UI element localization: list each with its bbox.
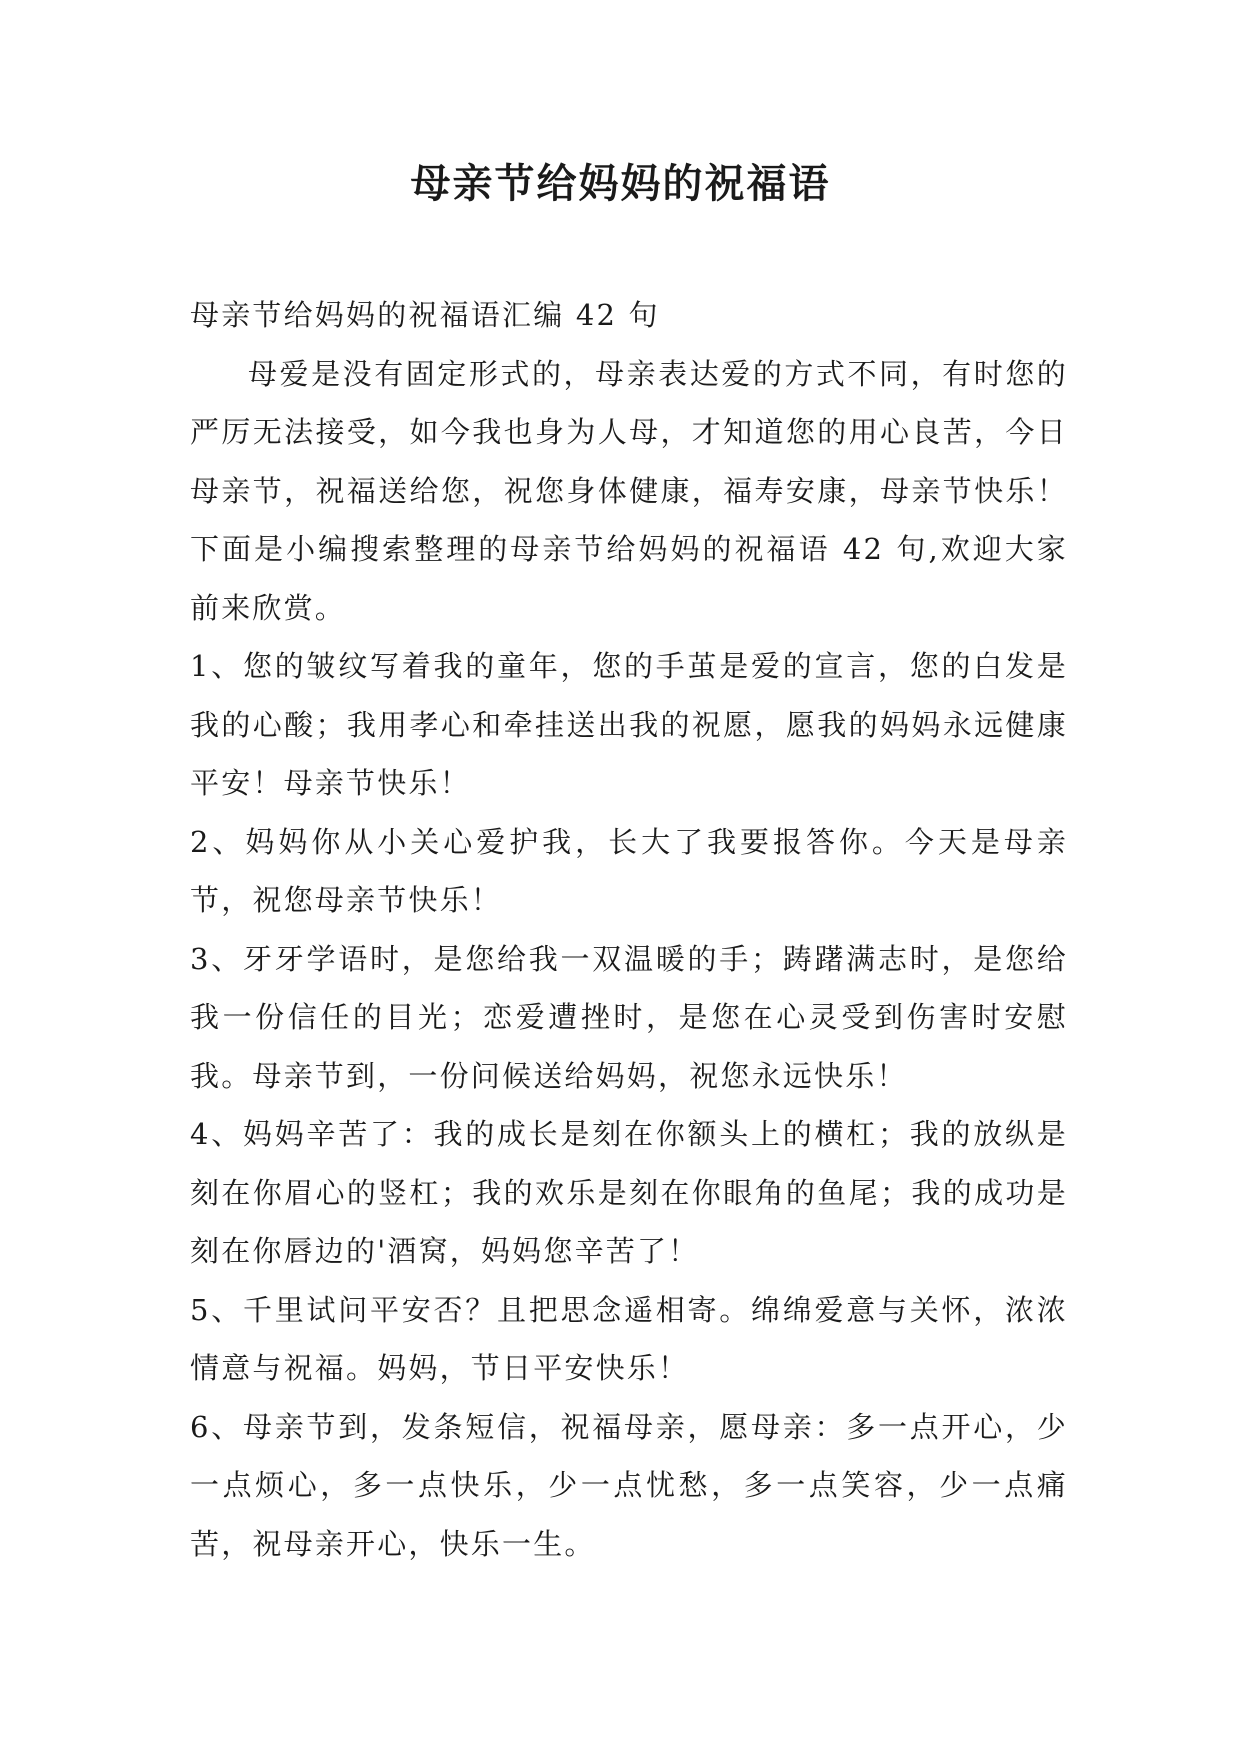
blessing-item-6: 6、母亲节到，发条短信，祝福母亲，愿母亲：多一点开心，少一点烦心，多一点快乐，少一点忧愁，多一点笑容，少一点痛苦，祝母亲开心，快乐一生。	[190, 1409, 1068, 1561]
blessing-item-4: 4、妈妈辛苦了：我的成长是刻在你额头上的横杠；我的放纵是刻在你眉心的竖杠；我的欢乐是刻在你眼角的鱼尾；我的成功是刻在你唇边的'酒窝，妈妈您辛苦了！	[190, 1117, 1068, 1268]
document-subtitle: 母亲节给妈妈的祝福语汇编 42 句	[190, 298, 660, 332]
blessing-item-2: 2、妈妈你从小关心爱护我，长大了我要报答你。今天是母亲节，祝您母亲节快乐！	[190, 824, 1068, 917]
blessing-item-1: 1、您的皱纹写着我的童年，您的手茧是爱的宣言，您的白发是我的心酸；我用孝心和牵挂送出我的祝愿，愿我的妈妈永远健康平安！母亲节快乐！	[190, 649, 1068, 800]
intro-paragraph: 母爱是没有固定形式的，母亲表达爱的方式不同，有时您的严厉无法接受，如今我也身为人母，才知道您的用心良苦，今日母亲节，祝福送给您，祝您身体健康，福寿安康，母亲节快乐！下面是小编搜索整理的母亲节给妈妈的祝福语 42 句,欢迎大家前来欣赏。	[190, 356, 1068, 625]
document-title: 母亲节给妈妈的祝福语	[410, 160, 831, 207]
blessing-item-3: 3、牙牙学语时，是您给我一双温暖的手；踌躇满志时，是您给我一份信任的目光；恋爱遭挫时，是您在心灵受到伤害时安慰我。母亲节到，一份问候送给妈妈，祝您永远快乐！	[190, 941, 1068, 1093]
document-body	[190, 286, 1068, 1573]
blessing-item-5: 5、千里试问平安否？且把思念遥相寄。绵绵爱意与关怀，浓浓情意与祝福。妈妈，节日平安快乐！	[190, 1292, 1068, 1385]
